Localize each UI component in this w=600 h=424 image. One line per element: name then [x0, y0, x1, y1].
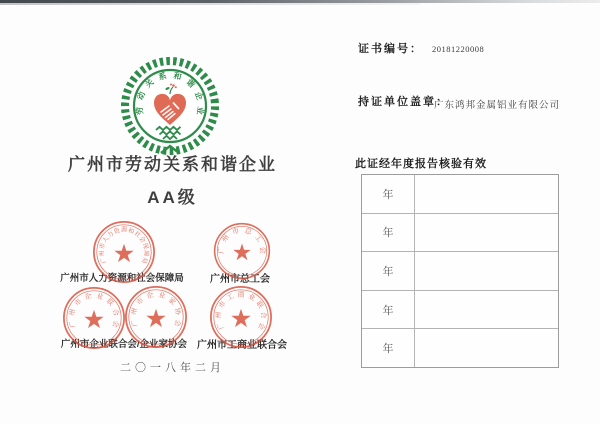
official-stamp-hr-bureau	[91, 219, 157, 285]
year-cell: 年	[362, 291, 415, 329]
stamp-arc-text: 广州市企业家协会	[130, 291, 182, 328]
stamp-star-icon	[146, 309, 165, 327]
table-row	[362, 290, 558, 329]
year-cell: 年	[362, 214, 415, 252]
stamp-arc-text: 广州市总工会	[218, 227, 266, 254]
issue-date: 二〇一八年二月	[120, 362, 225, 374]
value-cell	[415, 291, 558, 329]
table-row	[362, 328, 558, 367]
verification-title: 此证经年度报告核验有效	[355, 158, 487, 170]
stamp-arc-text: 广州市工商业联合会	[215, 291, 267, 331]
value-cell	[415, 214, 558, 252]
certificate-title-line2: AA级	[147, 188, 198, 207]
table-row	[362, 251, 558, 290]
stamp-label-industry-commerce: 广州市工商业联合会	[197, 340, 287, 351]
cert-number-label: 证书编号：	[358, 43, 423, 55]
official-stamp-entrepreneurs-association	[123, 284, 189, 350]
year-cell: 年	[362, 252, 415, 290]
stamp-arc-text: 广州市人力资源和社会保障局	[98, 226, 150, 265]
verification-table	[361, 174, 559, 368]
official-stamp-industry-commerce	[208, 284, 274, 350]
stamp-star-icon	[84, 310, 103, 328]
table-row	[362, 175, 558, 213]
stamp-star-icon	[114, 244, 133, 262]
year-cell: 年	[362, 329, 415, 367]
value-cell	[415, 329, 558, 367]
value-cell	[415, 252, 558, 290]
stamp-label-hr-bureau: 广州市人力资源和社会保障局	[60, 273, 184, 284]
scan-edge-shadow	[0, 3, 420, 5]
certificate-title-line1: 广州市劳动关系和谐企业	[68, 155, 277, 174]
holder-value: 广东鸿邦金属铝业有限公司	[434, 101, 561, 111]
holder-label: 持证单位盖章：	[358, 96, 449, 108]
table-row	[362, 213, 558, 252]
stamp-star-icon	[231, 309, 250, 327]
year-cell: 年	[362, 175, 415, 213]
cert-number-value: 20181220008	[432, 44, 485, 54]
official-stamp-enterprise-federation	[61, 285, 127, 351]
emblem-arc-text: 劳动关系和谐企业	[134, 71, 206, 116]
value-cell	[415, 175, 558, 213]
stamp-label-enterprise-federation: 广州市企业联合会/企业家协会	[60, 339, 188, 350]
stamp-label-trade-union: 广州市总工会	[210, 274, 270, 285]
stamp-star-icon	[233, 244, 251, 261]
official-stamp-trade-union	[212, 221, 272, 281]
stamp-arc-text: 广州市企业联合会	[68, 292, 120, 329]
harmonious-enterprise-emblem	[115, 51, 225, 161]
